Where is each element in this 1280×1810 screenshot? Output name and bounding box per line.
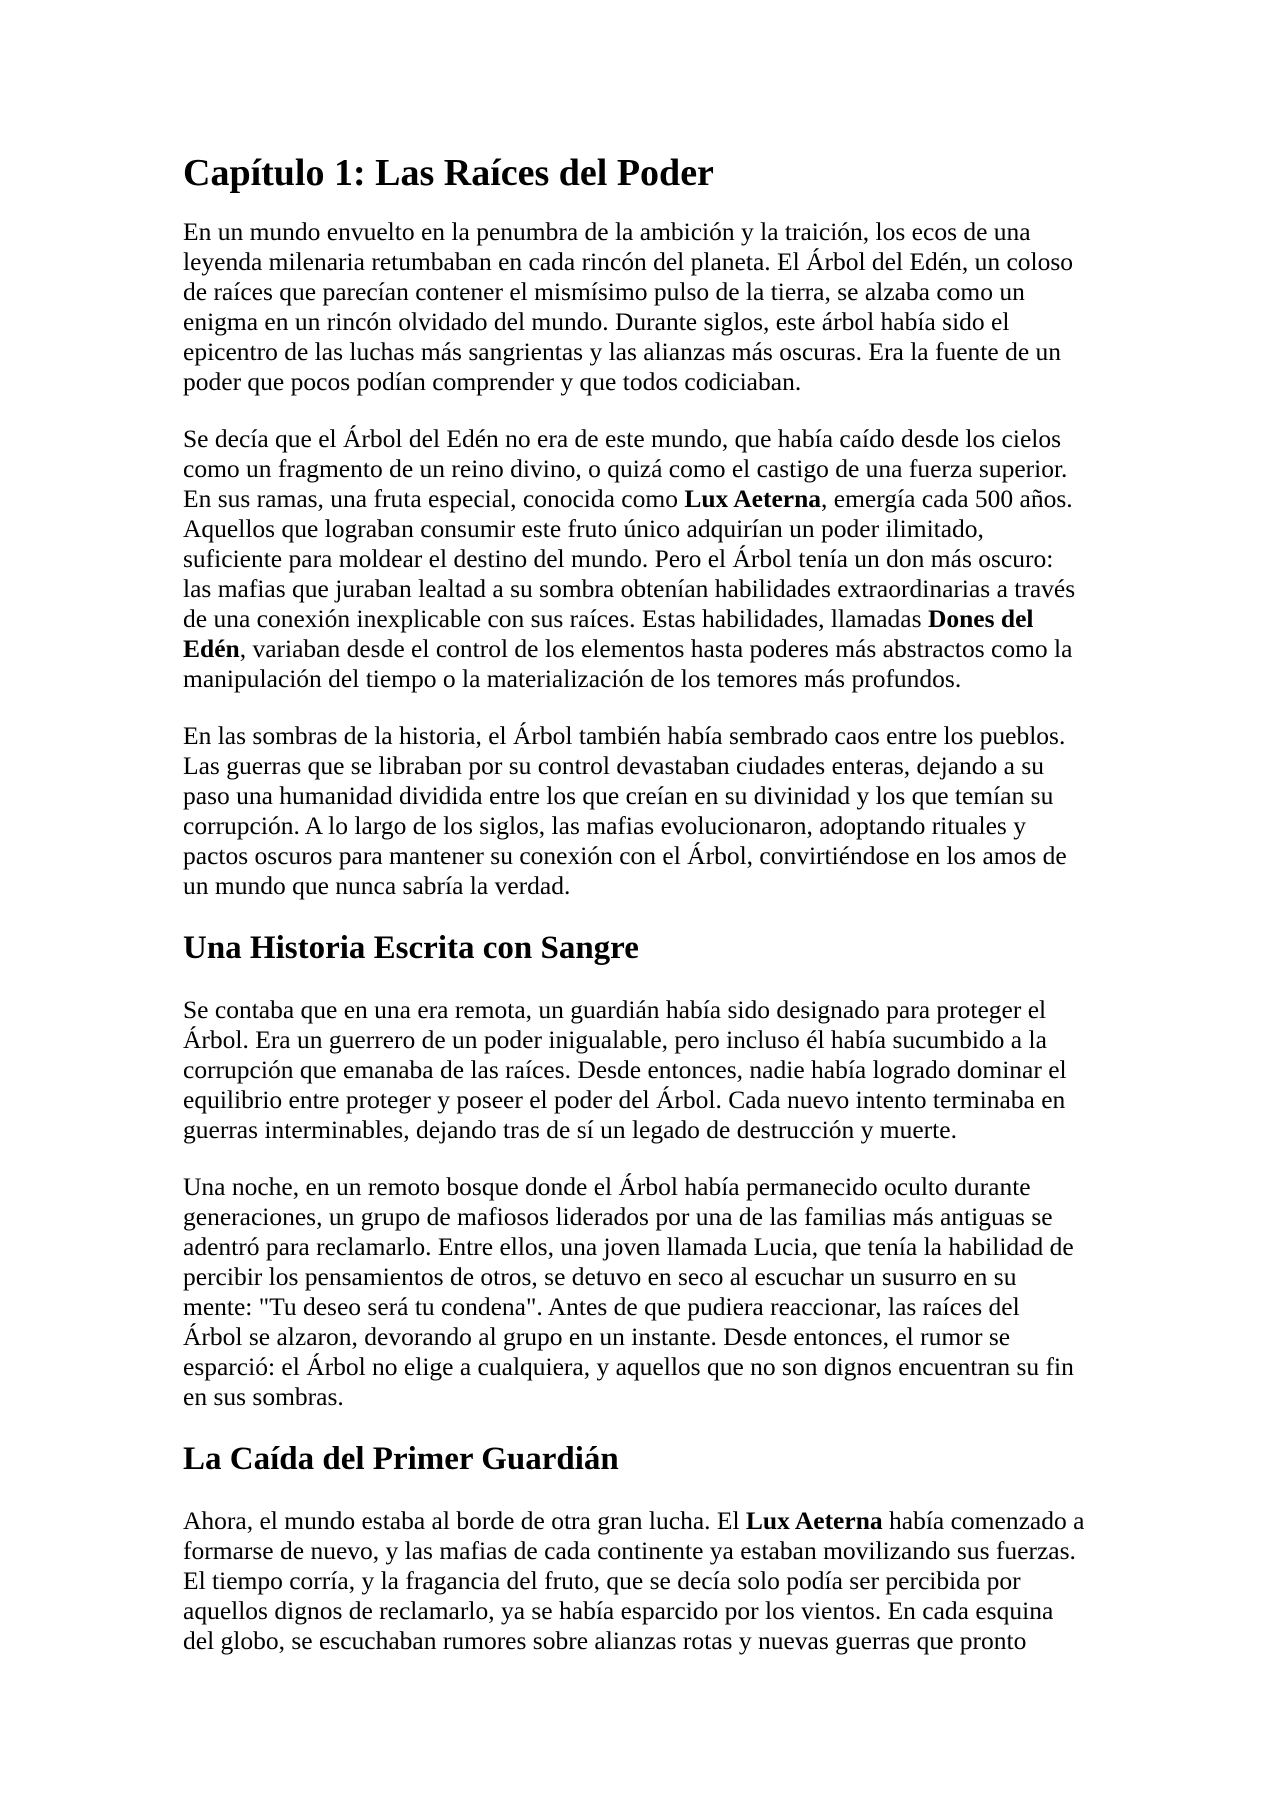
- text-run: En las sombras de la historia, el Árbol también había sembrado caos entre los pueblos. Las guerras que se libraban por su control devastaban ciudades enteras, dejando a su paso una humanidad dividida entre los que creían en su divinidad y los que temían su corrupción. A lo largo de los siglos, las mafias evolucionaron, adoptando rituales y pactos oscuros para mantener su conexión con el Árbol, convirtiéndose en los amos de un mundo que nunca sabría la verdad.: [183, 721, 1067, 900]
- text-run: Capítulo 1: Las Raíces del Poder: [183, 152, 714, 194]
- text-run: Lux Aeterna: [745, 1506, 883, 1535]
- text-run: Se decía que el Árbol del Edén no era de este mundo, que había caído desde los cielos como un fragmento de un reino divino, o quizá como el castigo de una fuerza superior. En sus ramas, una fruta especial, conocida como: [183, 424, 1068, 513]
- paragraph-4: [183, 995, 1085, 1145]
- paragraph-3: [183, 721, 1085, 901]
- text-run: Una Historia Escrita con Sangre: [183, 930, 639, 966]
- paragraph-5: [183, 1172, 1085, 1412]
- text-run: Dones del Edén: [183, 604, 1034, 663]
- text-run: En un mundo envuelto en la penumbra de la ambición y la traición, los ecos de una leyenda milenaria retumbaban en cada rincón del planeta. El Árbol del Edén, un coloso de raíces que parecían contener el mismísimo pulso de la tierra, se alzaba como un enigma en un rincón olvidado del mundo. Durante siglos, este árbol había sido el epicentro de las luchas más sangrientas y las alianzas más oscuras. Era la fuente de un poder que pocos podían comprender y que todos codiciaban.: [183, 217, 1074, 396]
- text-run: , variaban desde el control de los elementos hasta poderes más abstractos como la manipulación del tiempo o la materialización de los temores más profundos.: [183, 634, 1073, 693]
- chapter-heading: [183, 151, 1085, 195]
- text-run: , emergía cada 500 años. Aquellos que lograban consumir este fruto único adquirían un poder ilimitado, suficiente para moldear el destino del mundo. Pero el Árbol tenía un don más oscuro: las mafias que juraban lealtad a su sombra obtenían habilidades extraordinarias a través de una conexión inexplicable con sus raíces. Estas habilidades, llamadas: [183, 484, 1076, 633]
- text-run: Lux Aeterna: [684, 484, 822, 513]
- section-heading-1: [183, 928, 1085, 968]
- paragraph-2: [183, 424, 1085, 694]
- paragraph-6: [183, 1506, 1085, 1656]
- paragraph-1: [183, 217, 1085, 397]
- text-run: había comenzado a formarse de nuevo, y las mafias de cada continente ya estaban movilizando sus fuerzas. El tiempo corría, y la fragancia del fruto, que se decía solo podía ser percibida por aquellos dignos de reclamarlo, ya se había esparcido por los vientos. En cada esquina del globo, se escuchaban rumores sobre alianzas rotas y nuevas guerras que pronto: [183, 1506, 1085, 1655]
- section-heading-2: [183, 1439, 1085, 1479]
- text-run: Ahora, el mundo estaba al borde de otra gran lucha. El: [183, 1506, 746, 1535]
- text-run: La Caída del Primer Guardián: [183, 1441, 619, 1477]
- text-run: Una noche, en un remoto bosque donde el Árbol había permanecido oculto durante generaciones, un grupo de mafiosos liderados por una de las familias más antiguas se adentró para reclamarlo. Entre ellos, una joven llamada Lucia, que tenía la habilidad de percibir los pensamientos de otros, se detuvo en seco al escuchar un susurro en su mente: "Tu deseo será tu condena". Antes de que pudiera reaccionar, las raíces del Árbol se alzaron, devorando al grupo en un instante. Desde entonces, el rumor se esparció: el Árbol no elige a cualquiera, y aquellos que no son dignos encuentran su fin en sus sombras.: [183, 1172, 1074, 1411]
- text-run: Se contaba que en una era remota, un guardián había sido designado para proteger el Árbol. Era un guerrero de un poder inigualable, pero incluso él había sucumbido a la corrupción que emanaba de las raíces. Desde entonces, nadie había logrado dominar el equilibrio entre proteger y poseer el poder del Árbol. Cada nuevo intento terminaba en guerras interminables, dejando tras de sí un legado de destrucción y muerte.: [183, 995, 1067, 1144]
